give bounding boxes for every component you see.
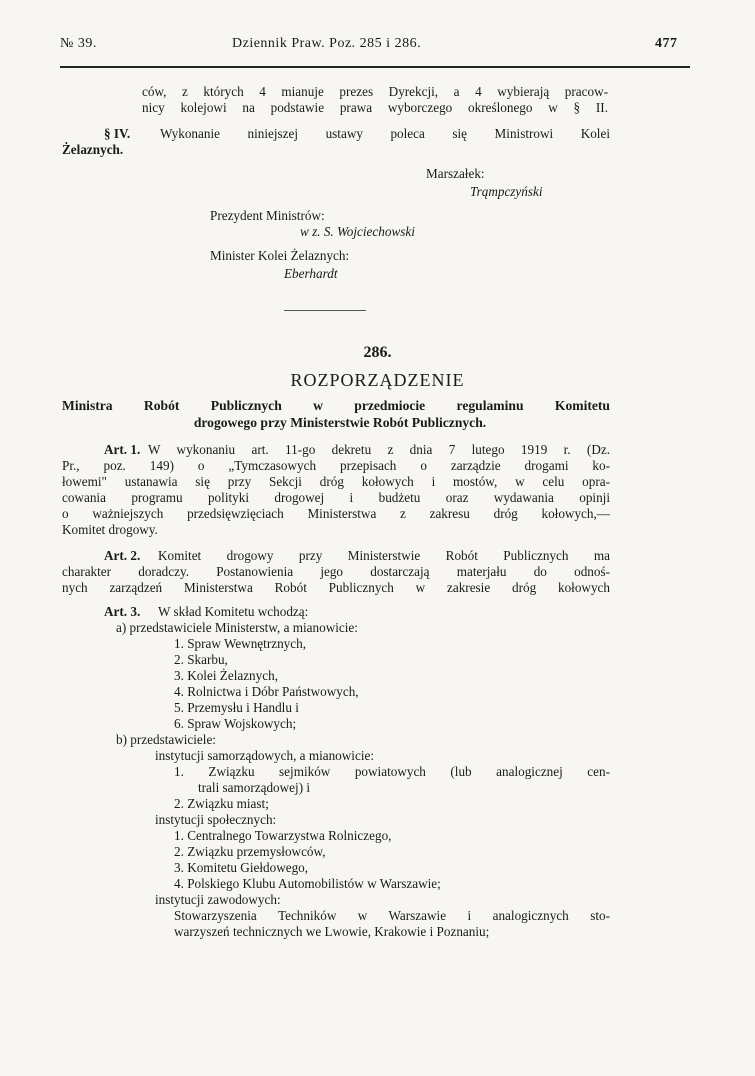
art3-b2-item: 1. Centralnego Towarzystwa Rolniczego, [174,828,392,843]
section-iv-cont: Żelaznych. [62,142,124,157]
art2-line-2: charakter doradczy. Postanowienia jego dostarczają materjału do odnoś- [62,564,610,579]
marszalek-signature: Trąmpczyński [470,184,543,199]
document-subtitle-2: drogowego przy Ministerstwie Robót Publicznych. [193,415,487,430]
art3-a-item: 2. Skarbu, [174,652,228,667]
prezydent-signature: w z. S. Wojciechowski [300,224,415,239]
art3-label: Art. 3. [104,604,141,619]
prezydent-title: Prezydent Ministrów: [210,208,325,223]
prev-line-1: ców, z których 4 mianuje prezes Dyrekcji, a 4 wybierają pracow- [142,84,608,99]
art1-label: Art. 1. [104,442,141,457]
issue-number: № 39. [60,36,97,51]
art2-line-1: Komitet drogowy przy Ministerstwie Robót Publicznych ma [158,548,610,563]
section-iv-label: § IV. [104,126,131,141]
art3-a-item: 6. Spraw Wojskowych; [174,716,297,731]
document-number: 286. [363,344,392,361]
art3-b3: instytucji zawodowych: [155,892,281,907]
art2-line-3: nych zarządzeń Ministerstwa Robót Publicznych w zakresie dróg kołowych [62,580,610,595]
art3-intro: W skład Komitetu wchodzą: [158,604,309,619]
marszalek-title: Marszałek: [426,166,485,181]
art3-b3-line-1: Stowarzyszenia Techników w Warszawie i analogicznych sto- [174,908,610,923]
art1-line-4: cowania programu polityki drogowej i budżetu oraz wydawania opinji [62,490,610,505]
art1-line-6: Komitet drogowy. [62,522,158,537]
separator-rule [284,310,366,311]
art3-a-item: 5. Przemysłu i Handlu i [174,700,299,715]
journal-title: Dziennik Praw. Poz. 285 i 286. [232,36,422,51]
header-rule [60,66,690,68]
art3-b2-item: 2. Związku przemysłowców, [174,844,326,859]
minister-title: Minister Kolei Żelaznych: [210,248,350,263]
art3-a-item: 3. Kolei Żelaznych, [174,668,278,683]
art3-b1-item-1b: trali samorządowej) i [198,780,311,795]
art3-b: b) przedstawiciele: [116,732,216,747]
art1-line-3: łowemi" ustanawia się przy Sekcji dróg kołowych i mostów, w celu opra- [62,474,610,489]
art3-b2-item: 4. Polskiego Klubu Automobilistów w Warszawie; [174,876,441,891]
art1-line-5: o ważniejszych przedsięwzięciach Ministerstwa z zakresu dróg kołowych,— [62,506,610,521]
art1-line-1: W wykonaniu art. 11-go dekretu z dnia 7 lutego 1919 r. (Dz. [148,442,610,457]
art2-label: Art. 2. [104,548,141,563]
section-iv-text: Wykonanie niniejszej ustawy poleca się Ministrowi Kolei [160,126,610,141]
art3-b2-item: 3. Komitetu Giełdowego, [174,860,309,875]
art3-b3-line-2: warzyszeń technicznych we Lwowie, Krakowie i Poznaniu; [174,924,490,939]
art1-line-2: Pr., poz. 149) o „Tymczasowych przepisach o zarządzie drogami ko- [62,458,610,473]
minister-signature: Eberhardt [284,266,338,281]
art3-b1-item-2: 2. Związku miast; [174,796,269,811]
art3-a: a) przedstawiciele Ministerstw, a mianowicie: [116,620,358,635]
page-number: 477 [655,36,678,51]
document-subtitle-1: Ministra Robót Publicznych w przedmiocie regulaminu Komitetu [62,398,610,413]
art3-a-item: 4. Rolnictwa i Dóbr Państwowych, [174,684,359,699]
document-title: ROZPORZĄDZENIE [290,370,465,390]
art3-b2: instytucji społecznych: [155,812,277,827]
prev-line-2: nicy kolejowi na podstawie prawa wyborczego określonego w § II. [142,100,608,115]
art3-b1-item-1a: 1. Związku sejmików powiatowych (lub analogicznej cen- [174,764,610,779]
art3-b1: instytucji samorządowych, a mianowicie: [155,748,374,763]
art3-a-item: 1. Spraw Wewnętrznych, [174,636,306,651]
